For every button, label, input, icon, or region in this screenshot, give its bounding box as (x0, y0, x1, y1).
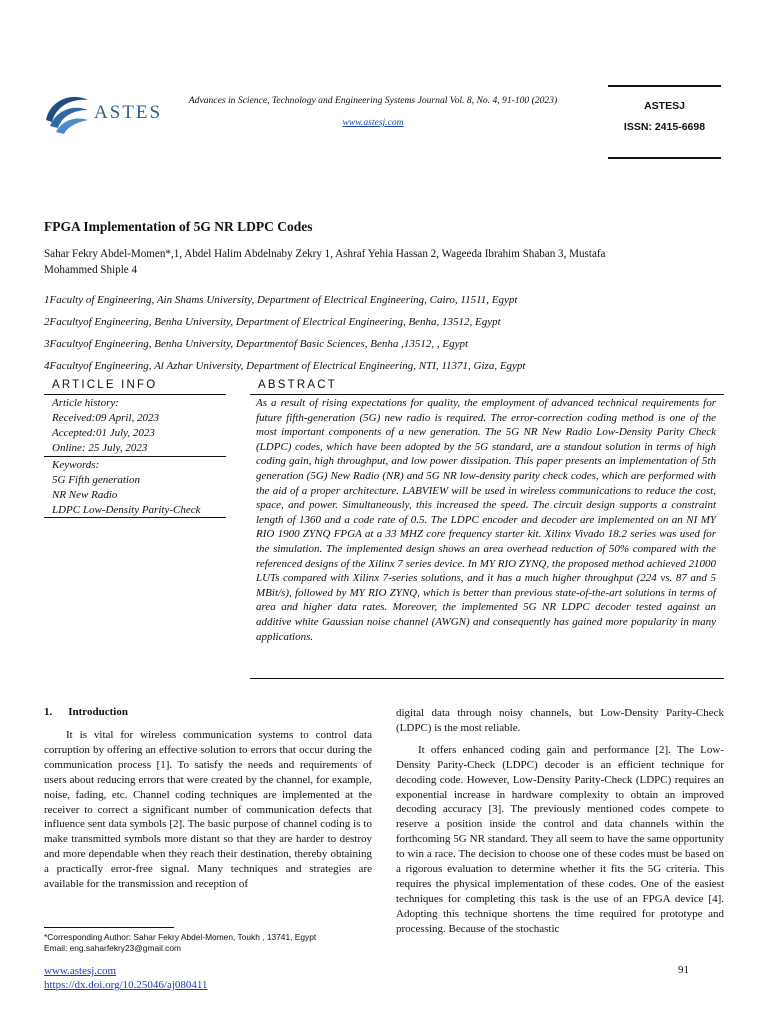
keyword-item: NR New Radio (52, 489, 118, 501)
abstract-heading: ABSTRACT (258, 379, 337, 391)
issn-box (608, 85, 721, 159)
affiliation-4: 4Facultyof Engineering, Al Azhar University, Department of Electrical Engineering, NTI, 11371, Giza, Egypt (44, 360, 526, 372)
keyword-item: LDPC Low-Density Parity-Check (52, 504, 201, 516)
journal-name: Advances in Science, Technology and Engineering Systems Journal Vol. 8, No. 4, 91-100 (2023) (188, 95, 558, 106)
astes-logo (42, 90, 172, 136)
keywords (52, 458, 200, 518)
footer-url-link[interactable]: www.astesj.com (44, 965, 116, 977)
history-received: Received:09 April, 2023 (52, 412, 160, 424)
affiliation-2: 2Facultyof Engineering, Benha University, Department of Electrical Engineering, Benha, 13512, Egypt (44, 316, 501, 328)
section-number: 1. (44, 706, 53, 718)
footnote-rule (44, 927, 174, 928)
keywords-label: Keywords: (52, 459, 100, 471)
author-email: Email: eng.saharfekry23@gmail.com (44, 943, 181, 953)
article-info-rule-top (44, 394, 226, 395)
affiliations (44, 289, 724, 377)
affiliation-1: 1Faculty of Engineering, Ain Shams University, Department of Electrical Engineering, Cairo, 11511, Egypt (44, 294, 518, 306)
journal-url-link[interactable]: www.astesj.com (342, 117, 404, 128)
article-history (52, 396, 159, 456)
issn-journal: ASTESJ (644, 100, 685, 112)
page-number: 91 (678, 964, 689, 976)
intro-paragraph-continued: digital data through noisy channels, but Low-Density Parity-Check (LDPC) is the most reliable. (396, 707, 724, 734)
history-label: Article history: (52, 397, 119, 409)
affiliation-3: 3Facultyof Engineering, Benha University, Departmentof Basic Sciences, Benha ,13512, , Egypt (44, 338, 469, 350)
abstract-rule-top (250, 394, 724, 395)
abstract-text: As a result of rising expectations for quality, the employment of advanced technical requirements for future fifth-generation (5G) new radio is required. The error-correction coding method is one of the most important components of a new generation. The 5G NR New Radio Low-Density Parity Check (LDPC) codes, which have been adopted by the 5G standard, are a standout solution in terms of high coding gain, high throughput, and low power dissipation. This paper presents an implementation of 5th generation (5G) New Radio (NR) and 5G NR low-density parity check codes, which are performed with the aid of a proper architecture. LABVIEW will be used in wireless communications to reduce the cost, space, and power. Simultaneously, this increased the speed. The circuit design supports a constraint length of 1360 and a code rate of 0.5. The LDPC encoder and decoder are implemented on an NI MY RIO 1900 ZYNQ FPGA at a 33 MHZ core frequency starter kit. Xilinx Vivado 18.2 series was used for the simulation. The implemented design shows an area overhead reduction of 50% compared with the referenced designs of the Xilinx 7 series device. In MY RIO ZYNQ, the proposed method achieved 21000 LUTs compared with Xilinx 7-series solutions, and it has a much higher throughput (224 vs. 87 and 5 MBit/s), followed by MY RIO ZYNQ, which is better than previous state-of-the-art solutions in terms of area and higher data rates. Moreover, the implemented 5G NR LDPC decoder tested against an additive white Gaussian noise channel (AWGN) and consequently has gained more popularity in many applications. (256, 397, 716, 643)
keyword-item: 5G Fifth generation (52, 474, 140, 486)
section-heading (44, 706, 128, 718)
article-info-rule-mid (44, 456, 226, 457)
footer-links (44, 964, 207, 992)
section-title: Introduction (68, 706, 128, 718)
right-column (396, 706, 724, 937)
authors-line-1: Sahar Fekry Abdel-Momen*,1, Abdel Halim Abdelnaby Zekry 1, Ashraf Yehia Hassan 2, Wageeda Ibrahim Shaban 3, Mustafa (44, 248, 606, 260)
logo-text: ASTES (94, 102, 163, 123)
left-column (44, 728, 372, 892)
abstract-rule-bottom (250, 678, 724, 679)
history-accepted: Accepted:01 July, 2023 (52, 427, 155, 439)
article-info-heading: ARTICLE INFO (52, 379, 158, 391)
intro-paragraph-2: It offers enhanced coding gain and performance [2]. The Low-Density Parity-Check (LDPC) decoder is an efficient technique for decoding code. However, Low-Density Parity-Check (LDPC) requires an exponential increase in hardware complexity to obtain an improved decoding accuracy [3]. The previously mentioned codes compete to reserve a position inside the control and data channels within the forthcoming 5G NR standard. They all seem to have the same opportunity to win a race. The decision to choose one of these codes must be based on a rigorous evaluation to determine whether it fits the 5G criteria. This requires the physical implementation of these codes. One of the easiest techniques for completing this task is the use of an FPGA device [4]. Adopting this technique shortens the time required for prototype and processing. Because of the stochastic (396, 743, 724, 935)
footnote (44, 932, 316, 954)
intro-paragraph: It is vital for wireless communication systems to control data corruption by offering an effective solution to errors that occur during the communication process [1]. To satisfy the needs and requirements of users about reducing errors that were created by the channel, for example, noise, fading, etc. Channel coding techniques are implemented at the receiver to correct a significant number of communication defects that influence sent data symbols [2]. The basic purpose of channel coding is to make transmitted symbols more distant so that they are harder to destroy and more dependable when they reach their destination, thereby obtaining a practically error-free signal. Many techniques and strategies are available for the transmission and reception of (44, 729, 372, 891)
author-list (44, 246, 724, 278)
corresponding-author: *Corresponding Author: Sahar Fekry Abdel-Momen, Toukh , 13741, Egypt (44, 932, 317, 942)
paper-title: FPGA Implementation of 5G NR LDPC Codes (44, 219, 313, 234)
history-online: Online: 25 July, 2023 (52, 442, 148, 454)
doi-link[interactable]: https://dx.doi.org/10.25046/aj080411 (44, 979, 208, 991)
authors-line-2: Mohammed Shiple 4 (44, 264, 138, 276)
issn-number: ISSN: 2415-6698 (623, 121, 706, 133)
